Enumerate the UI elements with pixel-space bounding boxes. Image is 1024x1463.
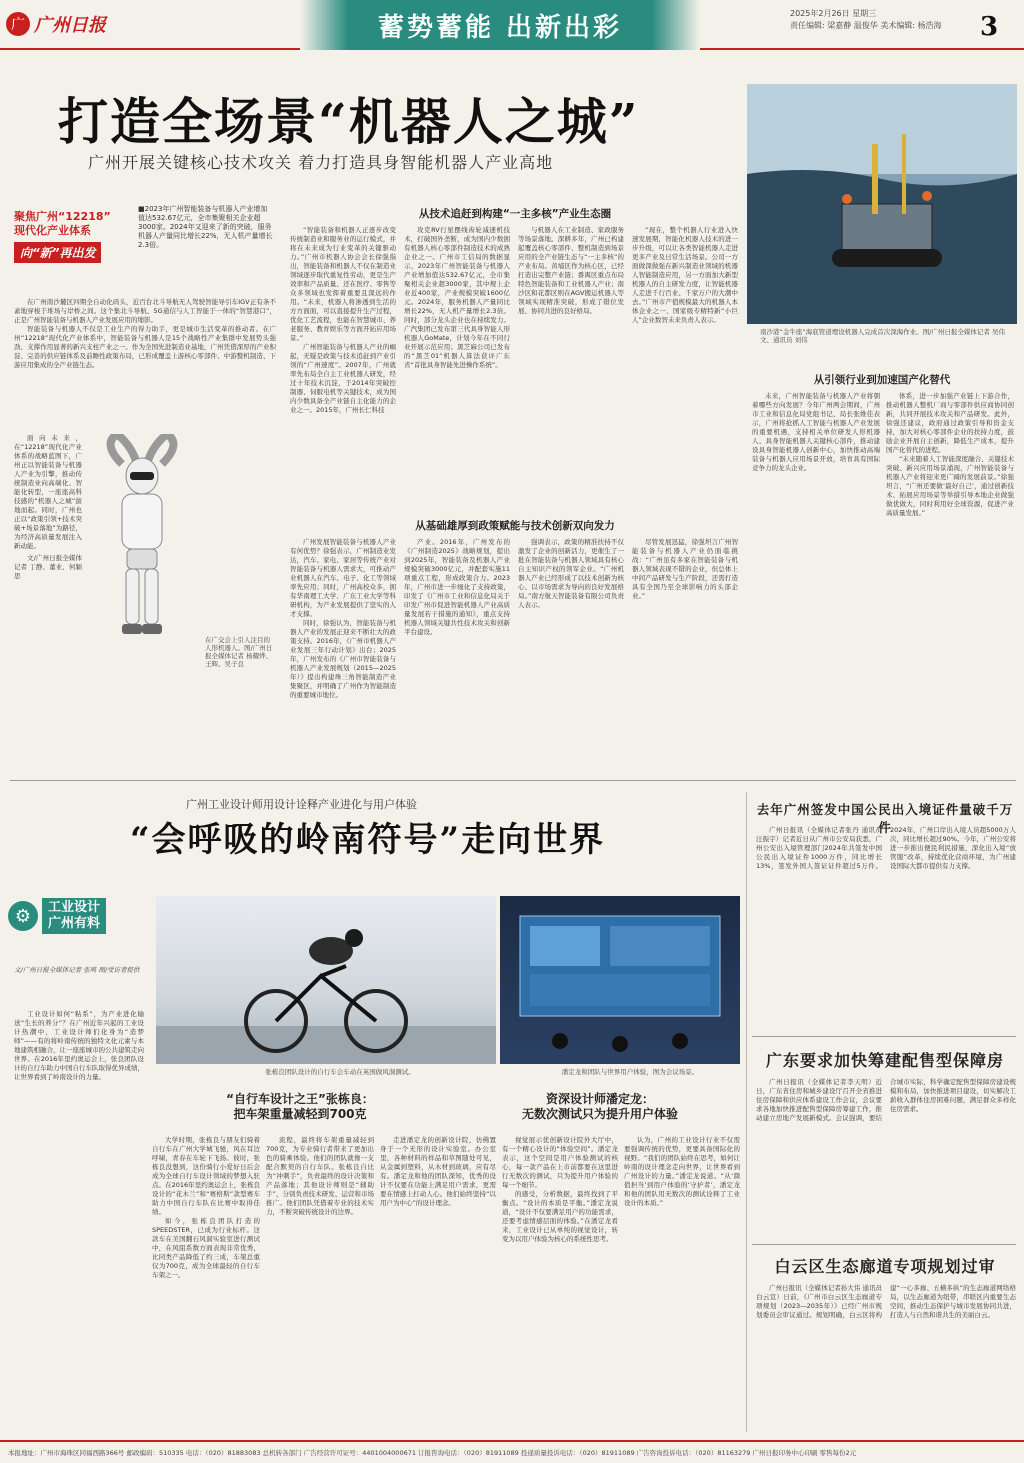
bike-caption: 张栋良团队设计的自行车会车动在英国做风洞测试。: [265, 1068, 415, 1076]
paragraph: 体系，进一步加强产业链上下游合作，推动机器人整机厂商与零部件供应商协同创新，共同开展技术攻关和产品研发。此外，徐强还建议，政府通过政策引导和资金支持，加大对核心零部件企业的扶持力度，鼓励企业开展自主创新，降低生产成本，提升国产化替代的进程。: [886, 392, 1014, 454]
badge-title-line1: 工业设计: [48, 900, 101, 915]
sidebar-rule: [752, 1036, 1016, 1037]
paragraph: 同时，徐强认为，智能装备与机器人产业的发展正迎来不断壮大的政策支持。2016年，《广州市机器人产业发展三年行动计划》出台；2025年，广州发布的《广州市智能装备与机器人产业发展规划（2015—2025年）》提出构建珠三角智能制造产业集聚区，并明确了广州作为智能制造的重要城市地位。: [290, 619, 396, 699]
badge-line2: 现代化产业体系: [14, 224, 91, 237]
sidebar-rule: [752, 1244, 1016, 1245]
paragraph: 流程，最终将车架重量减轻到700克，为专业骑行者带来了更加出色的骑乘体验。他们的团队就像一支配合默契的自行车队。张栋良自比为“冲刺手”，负责最终的设计决策和产品落地；其他设计师则是“辅助手”，分别负责技术研发、运营和市场推广。他们团队凭借着专业的技术实力，不断突破传统设计的边界。: [266, 1136, 374, 1216]
paragraph: 广州日报讯（全媒体记者李天明）近日，广东省住房和城乡建设厅召开全省推进住房保障和供应体系建设工作会议，会议要求各地加快推进配售型保障房筹建工作，推动建立房地产发展新模式。会议强调，要结合城市实际，科学确定配售型保障房建设规模和布局，加快推进项目建设，切实解决工薪收入群体住房困难问题，满足群众多样化住房需求。: [756, 1078, 1016, 1122]
section-head-1: 从技术追赶到构建“一主多核”产业生态圈: [418, 208, 612, 220]
sub2-head-line2: 无数次测试只为提升用户体验: [521, 1107, 678, 1121]
sec1-col2: [404, 226, 510, 506]
gear-icon: ⚙: [8, 901, 38, 931]
paragraph: 在广州南沙麓区四期全自动化码头，近百台北斗导航无人驾驶智能导引车IGV正有条不紊地穿梭于堆场与岸桥之间。这个集北斗导航、5G通信与人工智能于一体的“智慧港口”，正是广州智能装备与机器人产业发展应用的缩影。: [14, 298, 276, 324]
lead-headline: 打造全场景“机器人之城”: [58, 92, 640, 151]
paragraph: 广州日报讯（全媒体记者张丹 通讯员 汪振宇）记者近日从广州市公安局获悉，广州公安出入境管理部门2024年共签发中国公民出入境证件1000万件，同比增长13%，签发外国人签证证件超过5万件。2024年，广州口岸出入境人员超5000万人次，同比增长超过90%。今年，广州公安将进一步推出便民利民措施，深化出入境“放管服”改革，持续优化营商环境，为广州建设国际大都市提供有力支撑。: [756, 826, 1016, 870]
sub2-headline: [470, 1092, 730, 1122]
sec2-col4: [632, 538, 738, 770]
news3-body: [756, 1284, 1016, 1434]
news2-body: [756, 1078, 1016, 1238]
news2-headline: 广东要求加快筹建配售型保障房: [765, 1051, 1004, 1070]
humanoid-robot-photo: [82, 434, 202, 644]
paragraph: 广州发展智能装备与机器人产业有何优势？徐强表示，广州制造业发达，汽车、家电、家居等传统产业对智能装备与机器人需求大，可推动产业机器人在汽车、电子、化工等领域率先应用；同时，广州高校众多，拥有华南理工大学、广东工业大学等科研机构，为产业发展提供了坚实的人才支撑。: [290, 538, 396, 618]
paragraph: 未来，广州智能装备与机器人产业将朝着哪些方向发展？今年广州两会期间，广州市工业和信息化局党组书记、局长张维佳表示，广州将抢抓人工智能与机器人产业发展的重要机遇，支持相关单位研发人形机器人、具身智能机器人关键核心部件，推动建设具身智能机器人创新中心，加快推动高端装备与机器人应用场景开放，培育具有国际竞争力的龙头企业。: [752, 392, 880, 472]
sec3-col2: [886, 392, 1014, 770]
paragraph: 面向未来，在“12218”现代化产业体系的战略蓝图下，广州正以智能装备与机器人产业为引擎，推动传统制造业向高端化、智能化转型，一座座高科技感的“机器人之城”拔地而起。同时，广州也正以“政策引领+技术突破+场景落地”为路径，为经济高质量发展注入新动能。: [14, 434, 82, 550]
paragraph: 强调表示，政策的精准扶持不仅激发了企业的创新活力，更催生了一批在智能装备与机器人领域具有核心自主知识产权的领军企业。“广州机器人产业已经形成了以技术创新为核心、以市场需求为导向的良好发展格局。”南方航天智能装备有限公司负责人表示。: [518, 538, 624, 609]
paragraph: “智能装备和机器人正逐步改变传统制造业和服务业的运行模式，并将在未来成为行业变革的关键驱动力。”广州市机器人协会会长徐强指出，智能装备和机器人不仅在制造业领域逐步取代重复性劳动，更是生产效率和产品质量、还在医疗、零售等众多领域也发挥着重要且深远的作用。“未来，机器人将渗透到生活的方方面面，可以直接提升生产过程，优化工艺流程，也能在智慧城市、养老服务、教育娱乐等方面开拓应用场景。”: [290, 226, 396, 342]
sec2-col3: [518, 538, 624, 770]
sub2-head-line1: 资深设计师潘定龙：: [545, 1092, 654, 1106]
footer-info: 本报地址：广州市海珠区同福西路366号 邮政编码：510335 电话：（020）81883083 总机转各部门 广告经营许可证号：4401004000671 订报咨询电话：（020）81911089 投递质量投诉电话：（020）81911089 广告咨询投诉电话：（020）81163279 广州日报印务中心印刷 零售每份2元: [0, 1440, 1024, 1463]
byline: 文/广州日报全媒体记者 丁静、董业、何颖思: [14, 554, 82, 580]
photo1-caption: 南沙港“金牛座”海底管道埋设机器人完成首次深海作业。图/广州日报全媒体记者 吴伟文、通讯员 刘伟: [760, 328, 1005, 344]
badge-title-line2: 广州有料: [48, 916, 101, 931]
paragraph: 认为，广州的工业设计行业不仅需要强调传统的优势，更要具备国际化的视野。“我们的团队始终在思考，如何让岭南的设计理念走向世界，让世界看到广州设计的力量。”潘定龙说道。“从‘颜值担当’到用户体验的‘守护者’，潘定龙和他的团队用无数次的测试诠释了工业设计的本质。”: [624, 1136, 740, 1207]
sub1-col2: [266, 1136, 374, 1434]
issue-info: [790, 8, 970, 32]
seabed-robot-photo: [747, 84, 1017, 324]
sec1-col1: [290, 226, 396, 506]
paragraph: 工业设计如何“粘系”，为产业进化输送“生长的养分”？在广州近年兴起的工业设计热潮中，工业设计师们化身为“造梦师”——有的将岭南传统的独特文化元素与本地建筑相融合，让一座座城市的公共建筑走向世界。在2016年里约奥运会上，张良团队设计的自行车助力中国自行车队取得优异成绩，让世界看到了岭南设计的力量。: [14, 1010, 144, 1081]
sub1-headline: [160, 1092, 440, 1122]
second-byline: 文/广州日报全媒体记者 张鸣 图/受访者提供: [14, 966, 140, 974]
paragraph: “未来随着人工智能深度融合、关键技术突破、新兴应用场景涌现，广州智能装备与机器人产业将迎来更广阔的发展前景。”徐强坦言，“广州还要做‘最好自己’，通过创新技术、拓展应用场景等举措引导本地企业做强做优做大，同时利用好全球资源，促进产业高质量发展。”: [886, 455, 1014, 517]
editors-line: 责任编辑: 梁嘉静 温俊华 美术编辑: 杨浩海: [790, 21, 942, 30]
sub1-col1: [152, 1136, 260, 1434]
sub2-col1: [380, 1136, 496, 1434]
section-band-title: 蓄势蓄能 出新出彩: [300, 0, 700, 50]
sec2-col1: [290, 538, 396, 770]
badge-line1: 聚焦广州“12218”: [14, 210, 111, 223]
series-badge: [14, 210, 132, 294]
paragraph: 的感受，分析数据，最终找到了平衡点。“设计的本质是平衡。”潘定龙说道，“设计不仅要满足用户的功能需求，还要考虑情感层面的体验。”在潘定龙看来，工业设计已从单纯的视觉设计，转变为以用户体验为核心的系统性思考。: [502, 1190, 618, 1243]
sec1-col3: [518, 226, 624, 506]
badge-tag: 向“新”再出发: [14, 242, 101, 263]
paragraph: 走进潘定龙的创新设计院，仿佛置身于一个无形的设计实验室。办公室里，各种材料的样品和草图随处可见，从金属到塑料，从木材到玻璃，应有尽有。潘定龙和他的团队深知，优秀的设计不仅要在功能上满足用户需求，更需要在情感上打动人心。他们始终坚持“以用户为中心”的设计理念。: [380, 1136, 496, 1207]
paragraph: 广州智能装备与机器人产业的崛起，无疑是政策与技术追赶到产业引领的“广州速度”。2007年，广州就率先布局全自主工业机器人研发，经过十年技术沉淀，于2014年突破控制器、伺服电机等关键技术，成为国内少数具备全产业链自主化能力的企业之一。2015年，广州长仁科技: [290, 343, 396, 414]
paragraph: “现在，整个机器人行业进入快速发展期，智能化机器人技术的进一步升级，可以让各类智能机器人走进更多产业及日常生活场景。公司一方面做深做强在新兴制造业领域的机器人智能制造应用，另一方面加大新型机器人的自主研发力度，让智能机器人走进千行百业、千家万户的大潮中去。”广州市产值规模最大的机器人本体企业之一、国家级专精特新“小巨人”企业数智未来负责人表示。: [632, 226, 738, 324]
paragraph: 大学时期，张栋良与朋友们骑着自行车在广州大学城飞驰，风在耳边呼啸，青春在车轮下飞扬。彼时，张栋良没想到，这份骑行小爱好日后会成为全球自行车设计领域的梦想入驻点。在2016年里约奥运会上，张栋良设计的“花木兰”和“赛格斯”款型赛车助力中国自行车队在比赛中取得佳绩。: [152, 1136, 260, 1216]
masthead: [0, 0, 1024, 50]
paragraph: 智能装备与机器人不仅是工业生产的得力助手，更是城市生活变革的推动者。在广州“12218”现代化产业体系中，智能装备与机器人是15个战略性产业集群中发展势头强劲、支撑作用显著的新兴支柱产业之一。作为全国先进制造业基地，广州凭借深厚的产业积淀、完善的供应链体系及前瞻性政策布局，已形成覆盖上游核心零部件、中游整机制造、下游应用集成的全产业链生态。: [14, 325, 276, 369]
news1-headline: 去年广州签发中国公民出入境证件量破千万件: [756, 802, 1014, 835]
ux-display-photo: [500, 896, 740, 1064]
second-headline: “会呼吸的岭南符号”走向世界: [130, 820, 606, 860]
news3-headline: 白云区生态廊道专项规划过审: [774, 1257, 996, 1276]
paragraph: 广州日报讯（全媒体记者孙大伟 通讯员 白云宣）日前，《广州市白云区生态廊道专项规划（2023—2035年）》已经广州市规划委员会审议通过。规划明确，白云区将构建“一心多廊、五横多纵”的生态廊道网络格局，以生态廊道为纽带，串联区内重要生态空间，推动生态保护与城市发展协同共进，打造人与自然和谐共生的美丽白云。: [756, 1284, 1016, 1319]
sec3-col1: [752, 392, 880, 770]
robot-caption: 在广交会上引人注目的人形机器人。图/广州日报全媒体记者 杨耀烨、王辉、吴子良: [205, 636, 273, 668]
sec2-col2: [404, 538, 510, 770]
lead-summary: ■2023年广州智能装备与机器人产业增加值达532.67亿元，全市集聚相关企业超3000家。2024年又迎来了新的突破，服务机器人产量同比增长22%，无人机产量增长2.3倍。: [138, 205, 273, 249]
bike-windtunnel-photo: [156, 896, 496, 1064]
sub1-head-line1: “自行车设计之王”张栋良：: [226, 1092, 374, 1106]
paragraph: 攻克RV行星摆线齿轮减速机技术，打破国外垄断，成为国内少数拥有机器人核心零部件制造技术的成熟企业之一。广州市工信局的数据显示，2023年广州智能装备与机器人产业增加值达532.67亿元，全市集聚相关企业超3000家，其中规上企业近400家，产业规模突破1600亿元。2024年，服务机器人产量同比增长22%，无人机产量增长2.3倍。同时，部分龙头企业也在持续发力。广汽集团已发布第三代具身智能人形机器人GoMate，计划今年在不同行业开展示范应用；黑芝麻公司已发布的“黑芝01”机器人算法获评广东省“首批具身智能先进操作系统”。: [404, 226, 510, 369]
section-head-2: 从基础雄厚到政策赋能与技术创新双向发力: [415, 520, 615, 532]
page-number: 3: [980, 12, 999, 42]
paragraph: 如今，张栋良团队打造的SPEEDSTER，已成为行业标杆。这款车在美国翻石风洞实验室进行测试中，在风阻系数方面表现非常优秀，比同类产品降低了约三成，车架总重仅为700克，成为全球最轻的自行车车架之一。: [152, 1217, 260, 1279]
sub2-col3: [624, 1136, 740, 1434]
sidebar-divider: [746, 792, 747, 1432]
paragraph: 尽管发展迅猛，徐强坦言广州智能装备与机器人产业仍面临挑战：“广州虽有多家在智能装备与机器人领域表现不错的企业，但总体上中间产品研发与生产阶段，还需打造具有全国乃至全球影响力的头部企业。”: [632, 538, 738, 600]
news1-body: [756, 826, 1016, 1026]
sub1-head-line2: 把车架重量减轻到700克: [233, 1107, 367, 1121]
lead-body-col1-narrow: [14, 434, 82, 666]
lead-subheadline: 广州开展关键核心技术攻关 着力打造具身智能机器人产业高地: [88, 153, 554, 172]
design-series-badge: [8, 898, 136, 948]
section-divider: [10, 780, 1016, 781]
second-col1: [14, 1010, 144, 1434]
newspaper-logo[interactable]: [6, 8, 156, 40]
sub2-col2: [502, 1136, 618, 1434]
sec1-col4: [632, 226, 738, 506]
paragraph: 与机器人在工业制造、家政服务等场景落地。深耕多年，广州已构建起覆盖核心零部件、整机制造到场景应用的全产业链生态与“一主多核”的产业布局。黄埔区作为核心区，已经打造出完整产业链；番禺区重点布局特色智能装备和工业机器人产业；南沙区和花都区则在AGV搬运机器人等领域实现精准突破，形成了错位发展、协同共进的良好格局。: [518, 226, 624, 315]
lead-body-col1: [14, 298, 276, 432]
logo-text: 广州日报: [34, 15, 106, 36]
issue-date: 2025年2月26日 星期三: [790, 9, 877, 18]
paragraph: 视觉展示优创新设计院外大厅中，有一个精心设计的“体验空间”。潘定龙表示，这个空间是用户体验测试的核心，每一款产品在上市前都要在这里进行无数次的测试，只为提升用户体验的每一个细节。: [502, 1136, 618, 1189]
screen-caption: 潘定龙和团队与世界用户体验，图为会议场景。: [561, 1068, 699, 1076]
paragraph: 产业。2016年，广州发布的《广州制造2025》战略规划，提出到2025年，智能装备及机器人产业规模突破3000亿元，并配套实施11项重点工程，形成政策合力。2023年，广州市进一步细化了支持政策，印发了《广州市工业和信息化局关于印发广州市促进智能机器人产业高质量发展若干措施的通知》，重点支持机器人领域关键共性技术攻关和创新平台建设。: [404, 538, 510, 636]
logo-mark-icon: 广: [6, 12, 30, 36]
second-kicker: 广州工业设计师用设计诠释产业进化与用户体验: [186, 798, 417, 811]
section-head-3: 从引领行业到加速国产化替代: [813, 374, 951, 386]
